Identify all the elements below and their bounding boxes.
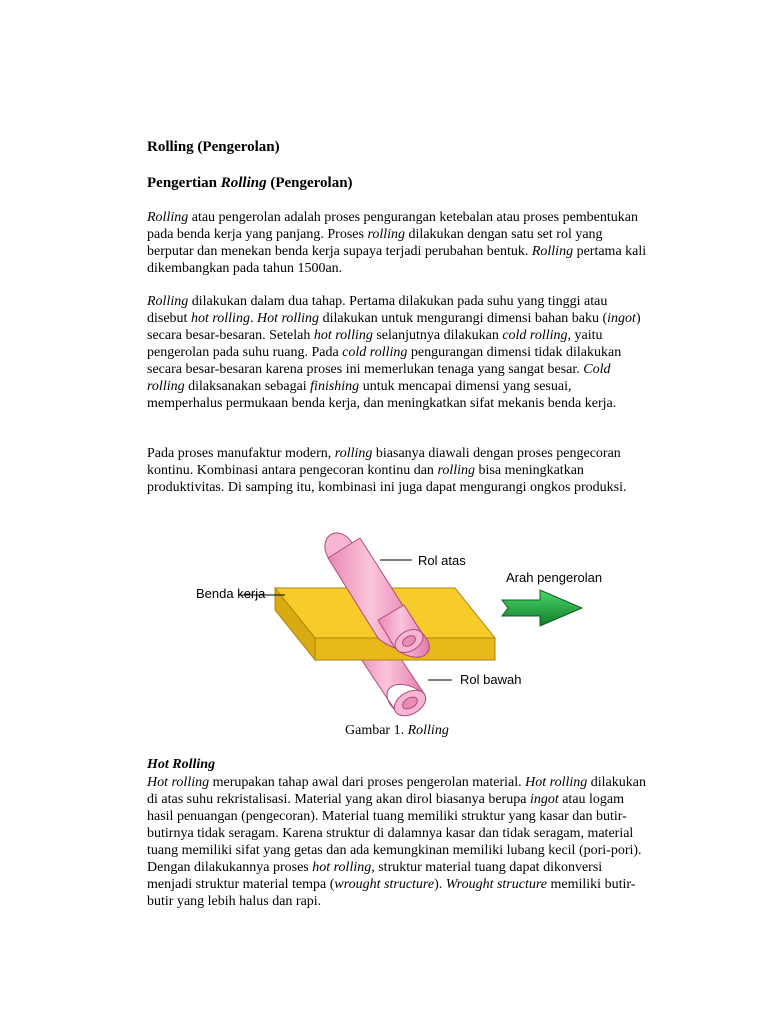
label-top-roll: Rol atas [418, 553, 466, 568]
text-italic: cold rolling [342, 345, 408, 360]
paragraph-stages [147, 293, 647, 412]
text-italic: rolling [437, 463, 476, 478]
text-italic: rolling [367, 227, 406, 242]
text: atau logam hasil penuangan (pengecoran). Material tuang memiliki struktur yang kasar dan butir-butirnya tidak seragam. Karena struktur di dalamnya kasar dan tidak seragam, material tuang memiliki sifat yang getas dan ada kemungkinan memiliki lubang kecil (pori-pori). Dengan dilakukannya proses [147, 792, 642, 875]
text-italic: rolling [334, 446, 373, 461]
text-italic: Rolling [147, 294, 189, 309]
text: . [249, 311, 257, 326]
label-direction: Arah pengerolan [506, 570, 603, 585]
heading-prefix: Pengertian [147, 175, 221, 191]
text: merupakan tahap awal dari proses pengerolan material. [209, 775, 526, 790]
text-italic: cold rolling [502, 328, 568, 343]
text-italic: hot rolling [313, 328, 373, 343]
paragraph-hot-rolling [147, 774, 647, 910]
text: dilakukan di atas suhu rekristalisasi. Material yang akan dirol biasanya berupa [147, 775, 646, 807]
figure-caption [345, 723, 449, 739]
text: memiliki butir-butir yang lebih halus dan rapi. [147, 877, 636, 909]
text: Pada proses manufaktur modern, [147, 446, 335, 461]
text-italic: ingot [529, 792, 559, 807]
rolling-illustration [190, 520, 620, 725]
document-title: Rolling (Pengerolan) [147, 139, 280, 155]
paragraph-modern [147, 445, 647, 496]
text: ). [434, 877, 446, 892]
text-italic: finishing [310, 379, 360, 394]
text-italic: Cold rolling [147, 362, 611, 394]
label-workpiece: Benda kerja [196, 586, 266, 601]
paragraph-definition [147, 209, 647, 277]
text-italic: Hot rolling [256, 311, 320, 326]
text-italic: ingot [607, 311, 636, 326]
direction-arrow [502, 590, 582, 626]
text: biasanya diawali dengan proses pengecoran kontinu. Kombinasi antara pengecoran kontinu dan [147, 446, 621, 478]
text-italic: Wrought structure [445, 877, 548, 892]
text: dilaksanakan sebagai [184, 379, 311, 394]
text-italic: hot rolling [312, 860, 372, 875]
label-bottom-roll: Rol bawah [460, 672, 522, 687]
text-italic: Rolling [147, 210, 189, 225]
text-italic: Hot rolling [525, 775, 588, 790]
text-italic: wrought structure [334, 877, 435, 892]
caption-italic: Rolling [407, 723, 449, 738]
heading-italic: Rolling [220, 175, 267, 191]
text: ) secara besar-besaran. Setelah [147, 311, 641, 343]
text: untuk mencapai dimensi yang sesuai, memperhalus permukaan benda kerja, dan meningkatkan sifat mekanis benda kerja. [147, 379, 617, 411]
text: atau pengerolan adalah proses pengurangan ketebalan atau proses pembentukan pada benda kerja yang panjang. Proses [147, 210, 638, 242]
caption-prefix: Gambar 1. [345, 723, 408, 738]
text-italic: Hot rolling [147, 775, 210, 790]
text: dilakukan untuk mengurangi dimensi bahan baku ( [319, 311, 608, 326]
section-heading [147, 175, 353, 192]
rolling-diagram [190, 520, 620, 725]
heading-suffix: (Pengerolan) [266, 175, 353, 191]
text: pertama kali dikembangkan pada tahun 1500an. [147, 244, 647, 276]
text: pengurangan dimensi tidak dilakukan secara besar-besaran karena proses ini memerlukan tenaga yang sangat besar. [147, 345, 622, 377]
text: dilakukan dalam dua tahap. Pertama dilakukan pada suhu yang tinggi atau disebut [147, 294, 608, 326]
text-italic: Rolling [531, 244, 574, 259]
text: , yaitu pengerolan pada suhu ruang. Pada [147, 328, 603, 360]
subheading-hot-rolling: Hot Rolling [147, 757, 216, 772]
text: , struktur material tuang dapat dikonversi menjadi struktur material tempa ( [147, 860, 603, 892]
text: selanjutnya dilakukan [372, 328, 503, 343]
text: dilakukan dengan satu set rol yang berputar dan menekan benda kerja supaya terjadi perubahan bentuk. [147, 227, 603, 259]
text: bisa meningkatkan produktivitas. Di samping itu, kombinasi ini juga dapat mengurangi ongkos produksi. [147, 463, 627, 495]
text-italic: hot rolling [190, 311, 250, 326]
